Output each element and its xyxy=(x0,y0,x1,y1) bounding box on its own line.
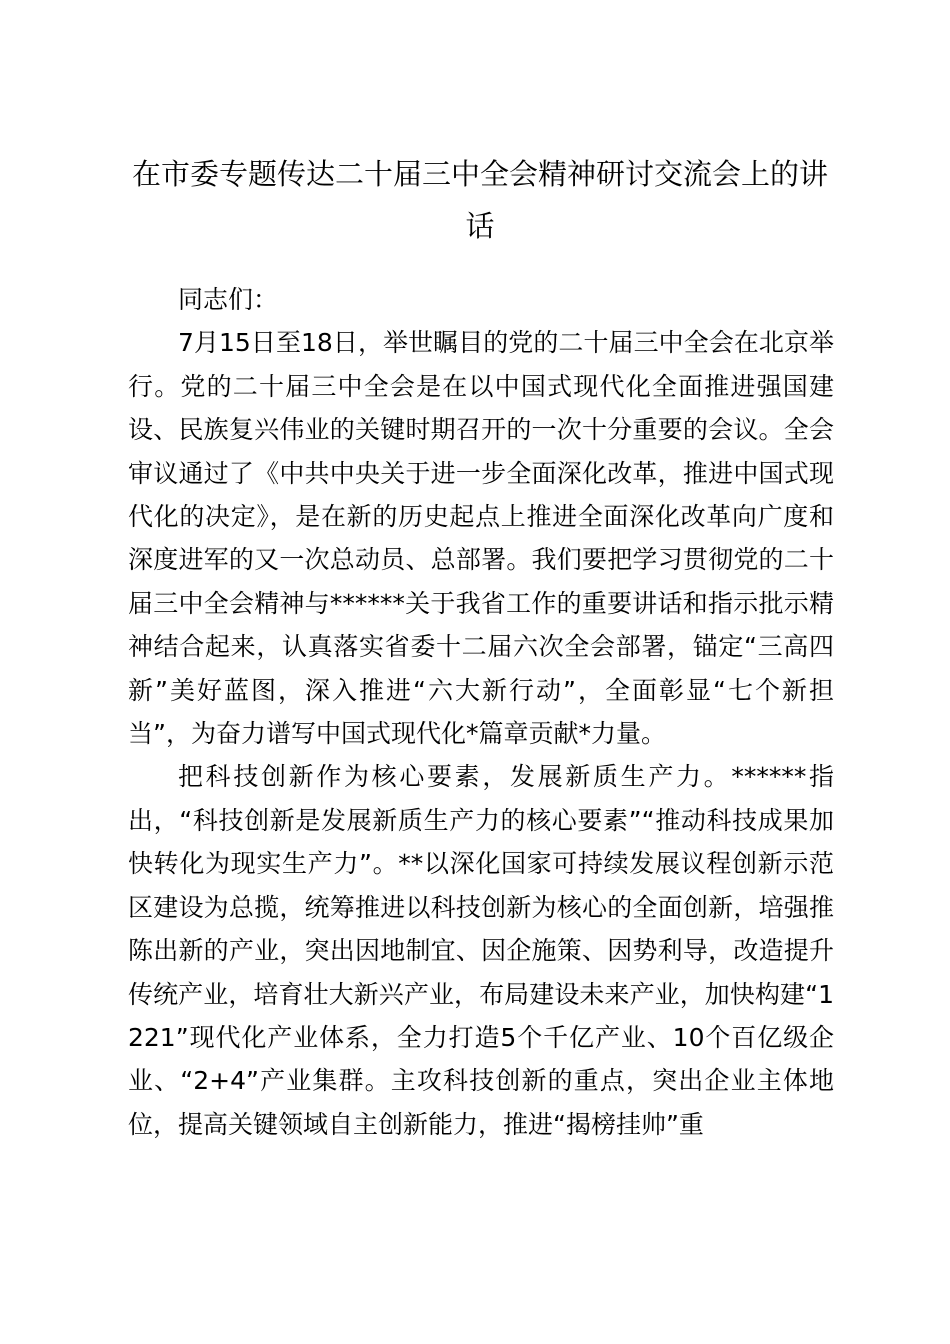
document-body xyxy=(128,278,834,1146)
salutation: 同志们： xyxy=(178,285,279,314)
document-title: 在市委专题传达二十届三中全会精神研讨交流会上的讲话 xyxy=(131,157,828,243)
paragraph-tech-innovation: 把科技创新作为核心要素，发展新质生产力。******指出，“科技创新是发展新质生产力的核心要素”“推动科技成果加快转化为现实生产力”。**以深化国家可持续发展议程创新示范区建设为总揽，统筹推进以科技创新为核心的全面创新，培强推陈出新的产业，突出因地制宜、因企施策、因势利导，改造提升传统产业，培育壮大新兴产业，布局建设未来产业，加快构建“1221”现代化产业体系，全力打造5个千亿产业、10个百亿级企业、“2+4”产业集群。主攻科技创新的重点，突出企业主体地位，提高关键领域自主创新能力，推进“揭榜挂帅”重 xyxy=(128,762,834,1139)
paragraph-intro: 7月15日至18日，举世瞩目的党的二十届三中全会在北京举行。党的二十届三中全会是在以中国式现代化全面推进强国建设、民族复兴伟业的关键时期召开的一次十分重要的会议。全会审议通过了《中共中央关于进一步全面深化改革，推进中国式现代化的决定》，是在新的历史起点上推进全面深化改革向广度和深度进军的又一次总动员、总部署。我们要把学习贯彻党的二十届三中全会精神与******关于我省工作的重要讲话和指示批示精神结合起来，认真落实省委十二届六次全会部署，锚定“三高四新”美好蓝图，深入推进“六大新行动”，全面彰显“七个新担当”，为奋力谱写中国式现代化*篇章贡献*力量。 xyxy=(128,328,834,749)
